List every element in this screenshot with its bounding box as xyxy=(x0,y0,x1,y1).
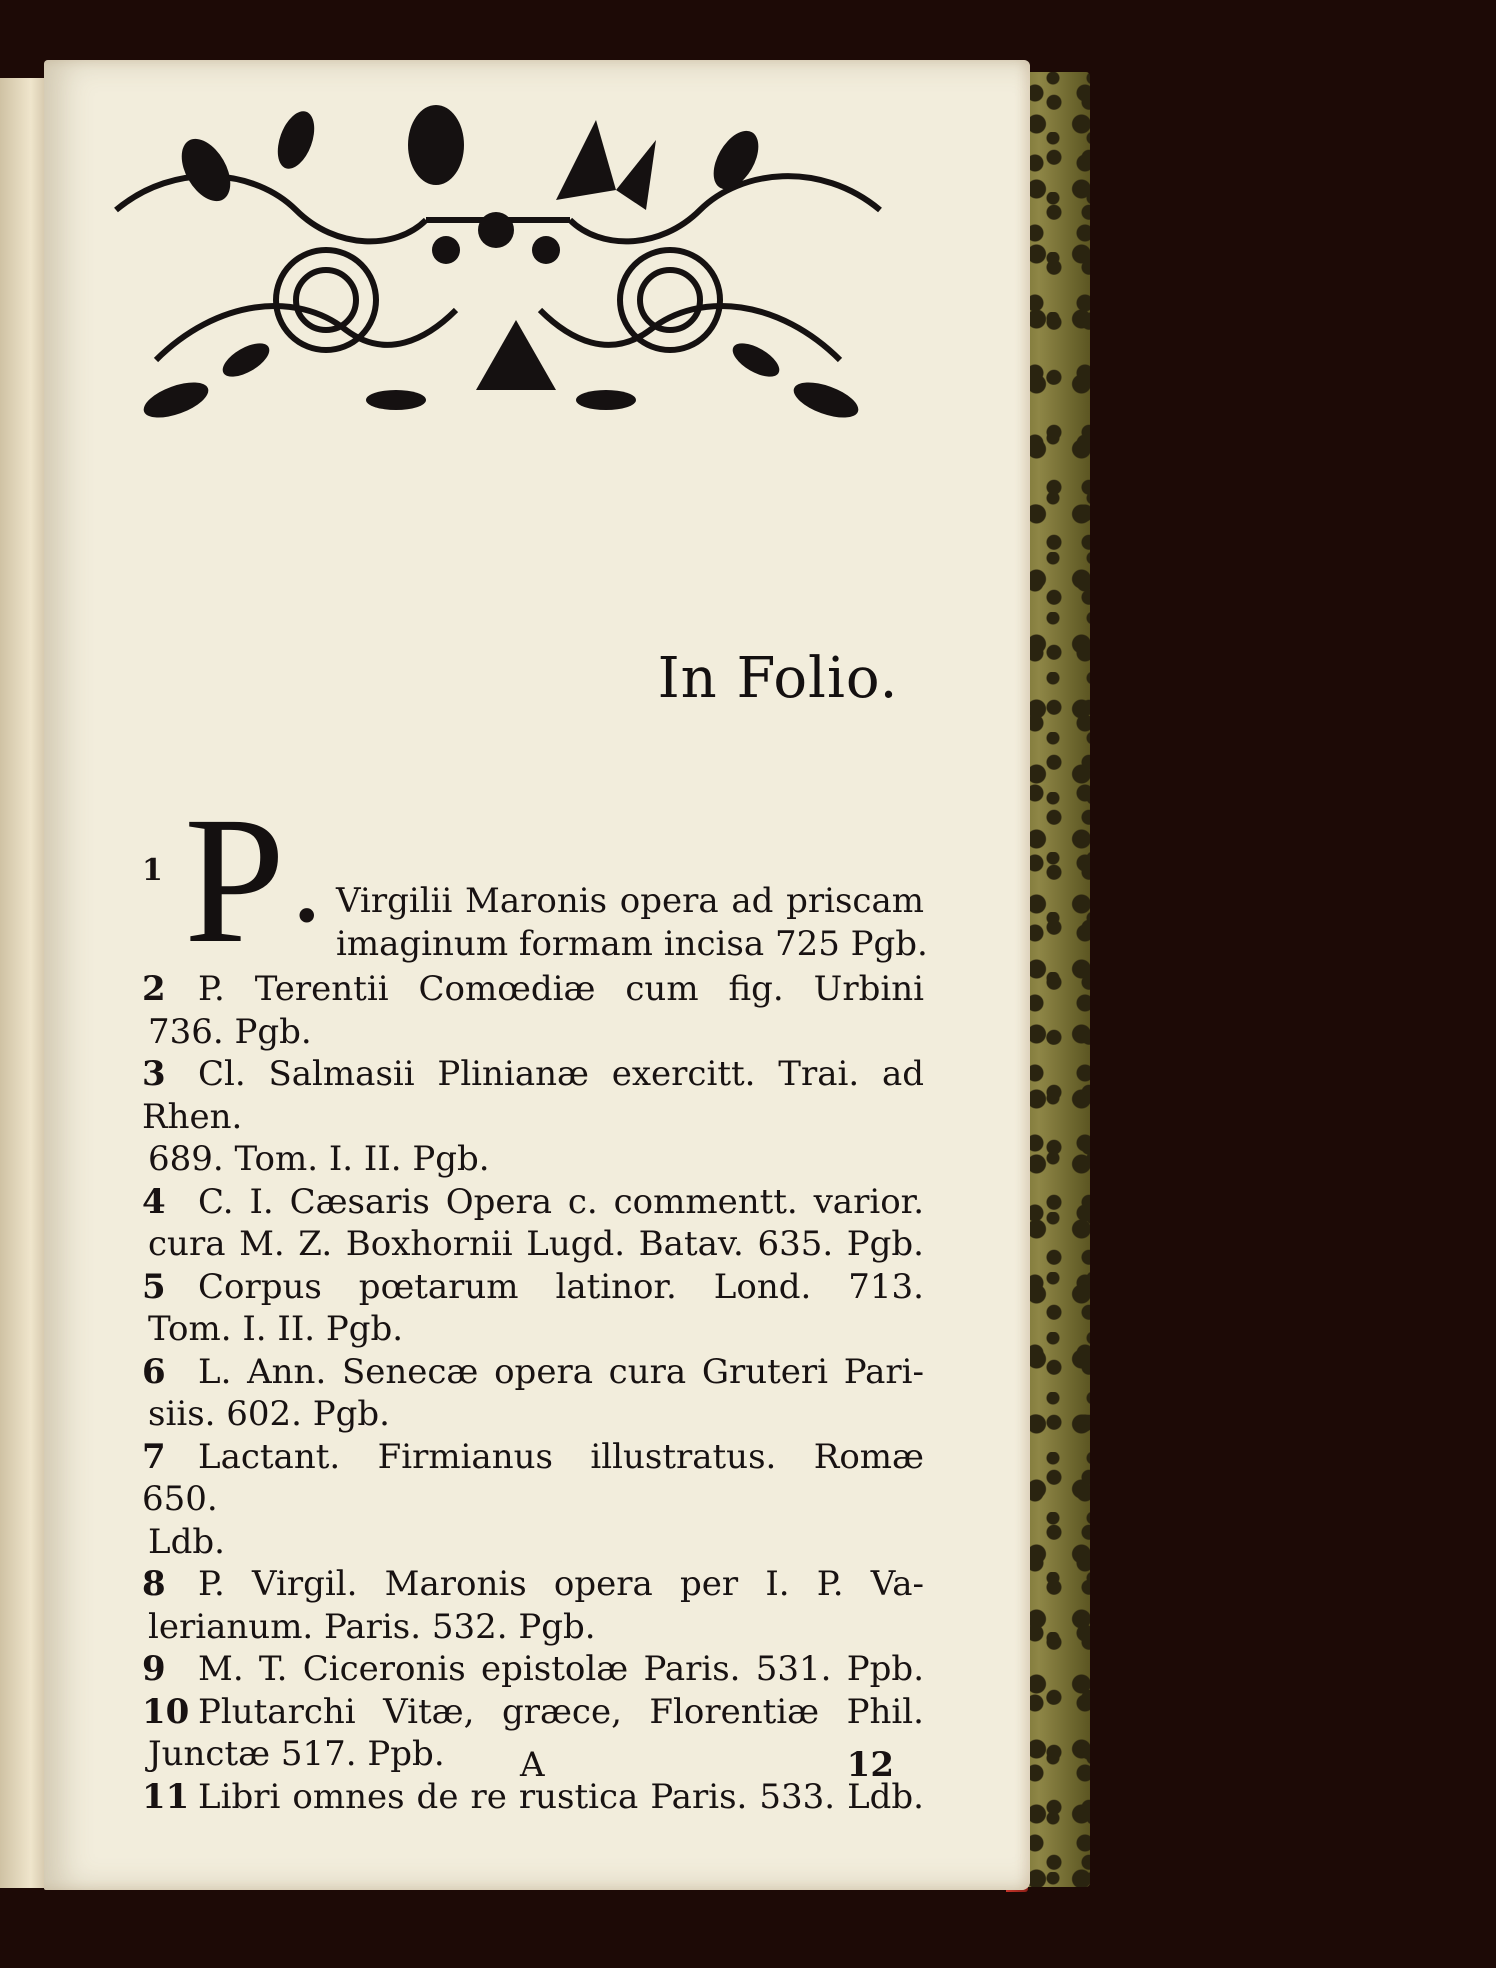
entry-number: 3 xyxy=(142,1054,166,1094)
entry-line: Tom. I. II. Pgb. xyxy=(148,1309,404,1349)
entry-line: 736. Pgb. xyxy=(148,1011,312,1052)
entry-1 xyxy=(142,780,928,981)
entry-number: 8 xyxy=(142,1564,166,1604)
entry-3 xyxy=(142,1053,924,1181)
entry-line: Corpus pœtarum latinor. Lond. 713. xyxy=(198,1266,924,1307)
entry-line: L. Ann. Senecæ opera cura Gruteri Pari- xyxy=(198,1351,924,1392)
signature-mark: A xyxy=(520,1745,545,1785)
entry-number: 4 xyxy=(142,1181,166,1222)
entry-line: lerianum. Paris. 532. Pgb. xyxy=(148,1606,596,1647)
catchword: 12 xyxy=(846,1745,894,1785)
entry-4 xyxy=(142,1181,924,1266)
entry-number: 10 xyxy=(142,1691,190,1732)
page-heading: In Folio. xyxy=(657,646,899,711)
facing-page-edge xyxy=(0,78,44,1888)
entry-line: siis. 602. Pgb. xyxy=(148,1394,390,1434)
page-footer xyxy=(142,1745,924,1785)
entry-line: Junctæ 517. Ppb. xyxy=(148,1734,445,1774)
catalog-entries xyxy=(142,780,928,1818)
entry-number: 1 xyxy=(142,853,163,888)
entry-line: Virgilii Maronis opera ad priscam xyxy=(336,881,924,921)
entry-line: imaginum formam incisa 725 Pgb. xyxy=(336,923,928,964)
entry-number: 6 xyxy=(142,1351,166,1392)
drop-capital: P xyxy=(184,780,286,981)
entry-line: P. Terentii Comœdiæ cum fig. Urbini xyxy=(198,969,924,1009)
drop-capital-dot: • xyxy=(292,888,322,946)
entry-line: cura M. Z. Boxhornii Lugd. Batav. 635. Pgb. xyxy=(148,1224,924,1264)
entry-line: Lactant. Firmianus illustratus. Romæ 650. xyxy=(142,1436,924,1519)
entry-line: M. T. Ciceronis epistolæ Paris. 531. Ppb. xyxy=(198,1649,924,1689)
entry-line: P. Virgil. Maronis opera per I. P. Va- xyxy=(198,1564,924,1604)
entry-line: Plutarchi Vitæ, græce, Florentiæ Phil. xyxy=(198,1691,924,1732)
entry-number: 7 xyxy=(142,1436,166,1477)
entry-line: 689. Tom. I. II. Pgb. xyxy=(148,1139,490,1179)
entry-9 xyxy=(142,1648,924,1691)
entry-7 xyxy=(142,1436,924,1564)
entry-5 xyxy=(142,1266,924,1351)
entry-number: 11 xyxy=(142,1776,190,1817)
entry-line: Libri omnes de re rustica Paris. 533. Ldb. xyxy=(198,1776,924,1817)
entry-number: 2 xyxy=(142,969,166,1009)
entry-line: Cl. Salmasii Plinianæ exercitt. Trai. ad Rhen. xyxy=(142,1054,924,1137)
entry-number: 5 xyxy=(142,1266,166,1307)
entry-6 xyxy=(142,1351,924,1436)
entry-8 xyxy=(142,1563,924,1648)
entry-number: 9 xyxy=(142,1649,166,1689)
woodcut-ornament-icon xyxy=(96,100,900,430)
entry-line: C. I. Cæsaris Opera c. commentt. varior. xyxy=(198,1181,924,1222)
entry-line: Ldb. xyxy=(148,1521,225,1562)
